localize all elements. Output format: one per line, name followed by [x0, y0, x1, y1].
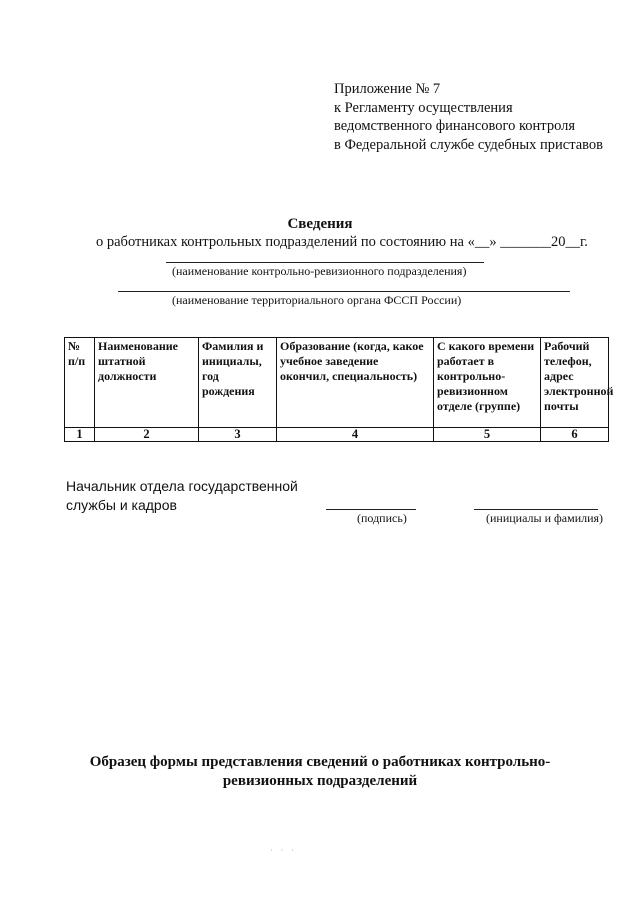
col-header-education: Образование (когда, какое учебное заведение окончил, специальность) [277, 338, 434, 428]
col-header-name: Фамилия и инициалы, год рождения [199, 338, 277, 428]
employees-table [64, 337, 614, 442]
signatory-line: службы и кадров [66, 497, 177, 513]
form-description [0, 753, 640, 791]
body-name-line [118, 291, 570, 292]
col-header-contacts: Рабочий телефон, адрес электронной почты [541, 338, 609, 428]
appendix-line: к Регламенту осуществления [334, 99, 513, 116]
col-number-cell: 2 [95, 428, 199, 442]
col-number-cell: 5 [434, 428, 541, 442]
body-name-caption: (наименование территориального органа ФССП России) [172, 293, 462, 307]
name-caption: (инициалы и фамилия) [486, 511, 604, 525]
table-row [65, 428, 609, 442]
col-number-cell: 4 [277, 428, 434, 442]
col-number-cell: 1 [65, 428, 95, 442]
col-header-number: № п/п [65, 338, 95, 428]
col-header-since: С какого времени работает в контрольно-ревизионном отделе (группе) [434, 338, 541, 428]
document-subtitle: о работниках контрольных подразделений по состоянию на «__» _______20__г. [96, 234, 588, 250]
appendix-block [334, 80, 603, 154]
col-number-cell: 3 [199, 428, 277, 442]
col-header-position: Наименование штатной должности [95, 338, 199, 428]
signature-caption: (подпись) [357, 511, 407, 525]
signatory-line: Начальник отдела государственной [66, 478, 298, 494]
scan-specks: · · · [270, 846, 297, 855]
col-number-cell: 6 [541, 428, 609, 442]
unit-name-caption: (наименование контрольно-ревизионного подразделения) [172, 264, 467, 278]
unit-name-line [166, 262, 484, 263]
appendix-line: в Федеральной службе судебных приставов [334, 136, 603, 153]
signature-line [326, 509, 416, 510]
form-description-line: Образец формы представления сведений о работниках контрольно- [89, 754, 551, 770]
document-title: Сведения [287, 216, 353, 232]
table-header-row [65, 338, 609, 428]
appendix-line: ведомственного финансового контроля [334, 118, 576, 134]
form-description-line: ревизионных подразделений [222, 773, 418, 789]
name-line [474, 509, 598, 510]
signatory-title [66, 477, 298, 515]
appendix-line: Приложение № 7 [334, 81, 441, 97]
